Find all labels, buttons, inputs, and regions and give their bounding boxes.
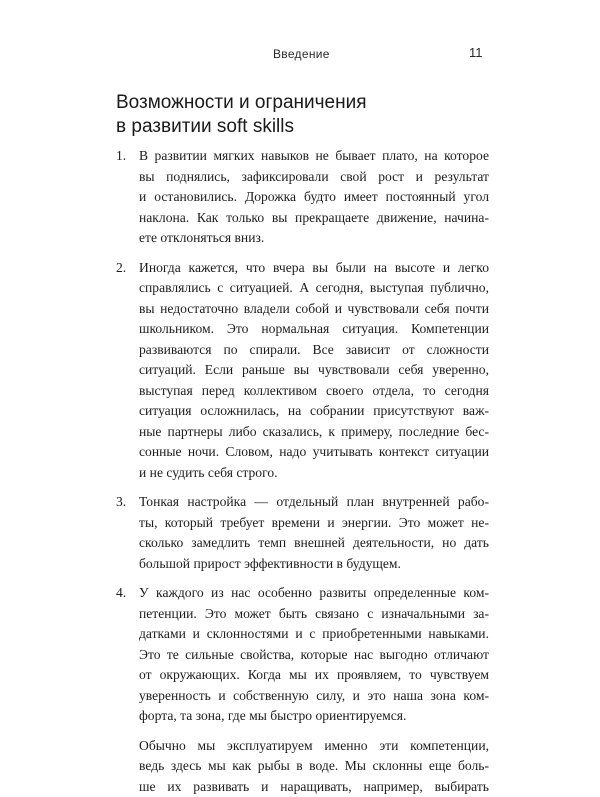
list-item — [116, 492, 489, 574]
text-line: вы недостаточно владели собой и чувствовали себя почти — [139, 299, 489, 320]
text-line: В развитии мягких навыков не бывает плато, на которое — [139, 146, 489, 167]
text-line: Тонкая настройка — отдельный план внутренней рабо- — [139, 492, 489, 513]
heading-line: Возможности и ограничения — [116, 91, 496, 115]
list-item — [116, 258, 489, 484]
list-item-number: 3. — [116, 492, 126, 513]
heading-line: в развитии soft skills — [116, 115, 496, 139]
list-item — [116, 583, 489, 727]
body-text — [116, 146, 489, 797]
text-line: ете отклоняться вниз. — [139, 228, 489, 249]
text-line: справлялись с ситуацией. А сегодня, выступая публично, — [139, 278, 489, 299]
text-line: форта, та зона, где мы быстро ориентируемся. — [139, 706, 489, 727]
text-line: ше их развивать и наращивать, например, выбирать — [139, 777, 489, 797]
text-line: ситуация осложнилась, на собрании присутствуют важ- — [139, 401, 489, 422]
text-line: сколько замедлить темп внешней деятельности, но дать — [139, 533, 489, 554]
text-line: и остановились. Дорожка будто имеет постоянный угол — [139, 187, 489, 208]
text-line: петенции. Это может быть связано с изначальными за- — [139, 604, 489, 625]
list-item-number: 4. — [116, 583, 126, 604]
text-line: школьником. Это нормальная ситуация. Компетенции — [139, 319, 489, 340]
text-line: ситуаций. Если раньше вы чувствовали себя уверенно, — [139, 360, 489, 381]
text-line: большой прирост эффективности в будущем. — [139, 554, 489, 575]
text-line: от окружающих. Когда мы их проявляем, то чувствуем — [139, 665, 489, 686]
text-line: сонные ночи. Словом, надо учитывать контекст ситуации — [139, 442, 489, 463]
text-line: Иногда кажется, что вчера вы были на высоте и легко — [139, 258, 489, 279]
text-line: ты, который требует времени и энергии. Это может не- — [139, 513, 489, 534]
text-line: Обычно мы эксплуатируем именно эти компетенции, — [139, 736, 489, 757]
running-head: Введение — [273, 47, 330, 61]
page-number: 11 — [469, 45, 483, 60]
list-item-number: 2. — [116, 258, 126, 279]
text-line: развиваются по спирали. Все зависит от сложности — [139, 340, 489, 361]
text-line: вы поднялись, зафиксировали свой рост и результат — [139, 167, 489, 188]
text-line: наклона. Как только вы прекращаете движение, начина- — [139, 208, 489, 229]
text-line: датками и склонностями и с приобретенными навыками. — [139, 624, 489, 645]
text-line: ные партнеры либо сказались, к примеру, последние бес- — [139, 422, 489, 443]
text-line: уверенность и собственную силу, и это наша зона ком- — [139, 686, 489, 707]
section-heading — [116, 91, 496, 139]
text-line: и не судить себя строго. — [139, 463, 489, 484]
text-line: ведь здесь мы как рыбы в воде. Мы склонны еще боль- — [139, 756, 489, 777]
list-item-number: 1. — [116, 146, 126, 167]
list-item — [116, 146, 489, 249]
text-line: Это те сильные свойства, которые нас выгодно отличают — [139, 645, 489, 666]
text-line: У каждого из нас особенно развиты определенные ком- — [139, 583, 489, 604]
text-line: выступая перед коллективом своего отдела, то сегодня — [139, 381, 489, 402]
paragraph — [116, 736, 489, 797]
